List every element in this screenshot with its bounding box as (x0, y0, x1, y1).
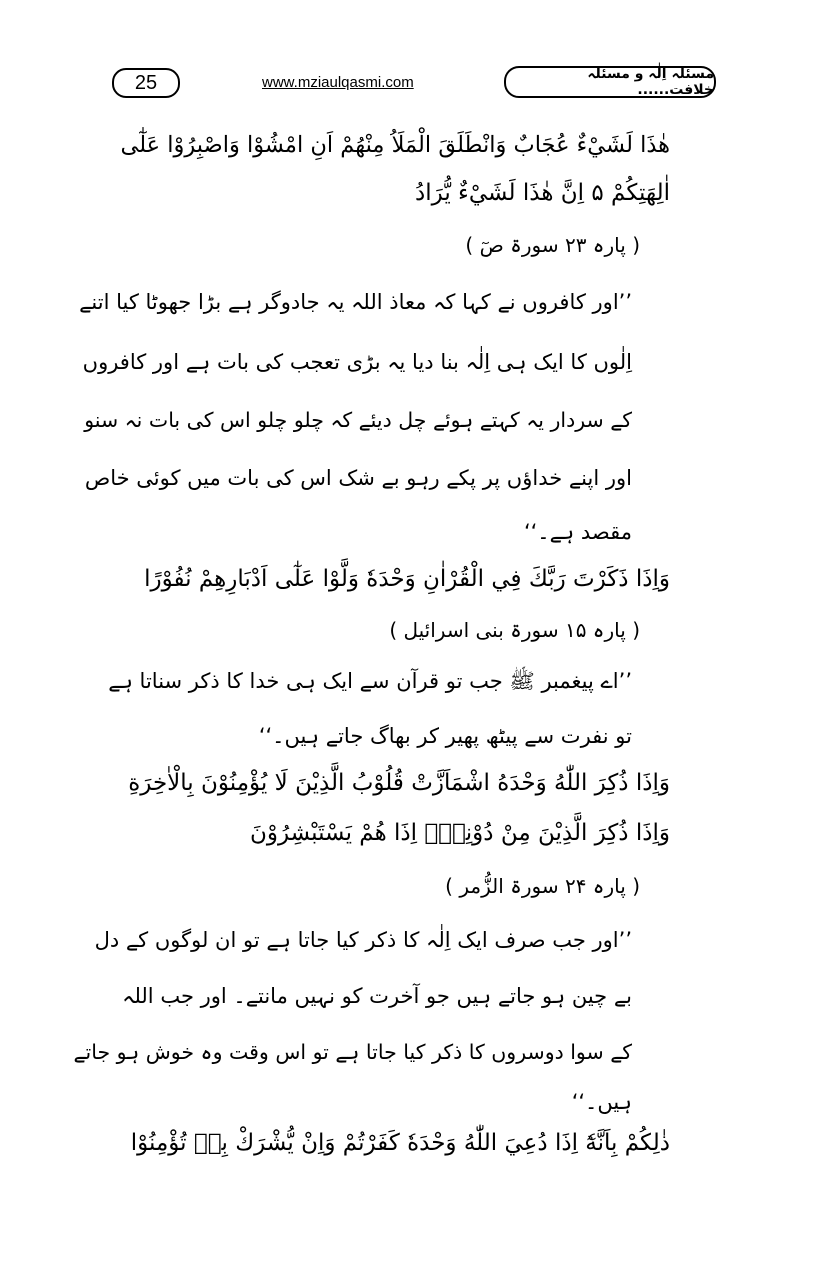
book-title: مسئلہ اِلٰہ و مسئلہ خلافت...... (504, 66, 716, 98)
page-body (73, 118, 670, 1258)
urdu-translation-line: اور اپنے خداؤں پر پکے رہو بے شک اس کی بات میں کوئی خاص (84, 466, 632, 490)
verse-reference: ( پارہ ۱۵ سورۃ بنی اسرائیل ) (389, 618, 640, 642)
arabic-verse-line: هٰذَا لَشَيْءٌ عُجَابٌ وَانْطَلَقَ الْمَلَاُ مِنْهُمْ اَنِ امْشُوْا وَاصْبِرُوْا عَلٰٓى (120, 132, 670, 158)
urdu-translation-line: تو نفرت سے پیٹھ پھیر کر بھاگ جاتے ہیں۔‘‘ (258, 724, 632, 748)
urdu-translation-line: ’’اور جب صرف ایک اِلٰہ کا ذکر کیا جاتا ہے تو ان لوگوں کے دل (94, 928, 632, 952)
urdu-translation-line: کے سوا دوسروں کا ذکر کیا جاتا ہے تو اس وقت وہ خوش ہو جاتے (73, 1040, 632, 1064)
arabic-verse-line: وَاِذَا ذُكِرَ اللّٰهُ وَحْدَهُ اشْمَاَزَّتْ قُلُوْبُ الَّذِيْنَ لَا يُؤْمِنُوْنَ بِالْاٰخِرَةِ (128, 770, 670, 796)
website-link[interactable]: www.mziaulqasmi.com (262, 74, 414, 91)
verse-reference: ( پارہ ۲۴ سورۃ الزُّمر ) (445, 874, 640, 898)
urdu-translation-line: ’’اور کافروں نے کہا کہ معاذ اللہ یہ جادوگر ہے بڑا جھوٹا کیا اتنے (79, 290, 632, 314)
urdu-translation-line: بے چین ہو جاتے ہیں جو آخرت کو نہیں مانتے۔ اور جب اللہ (122, 984, 632, 1008)
urdu-translation-line: کے سردار یہ کہتے ہوئے چل دیئے کہ چلو چلو اس کی بات نہ سنو (84, 408, 632, 432)
arabic-verse-line: وَاِذَا ذُكِرَ الَّذِيْنَ مِنْ دُوْنِهٖٓ اِذَا هُمْ يَسْتَبْشِرُوْنَ (249, 820, 670, 846)
page-number: 25 (112, 68, 180, 98)
page-header (0, 0, 825, 100)
urdu-translation-line: مقصد ہے۔‘‘ (523, 520, 632, 544)
urdu-translation-line: ’’اے پیغمبر ﷺ جب تو قرآن سے ایک ہی خدا کا ذکر سناتا ہے (108, 669, 632, 693)
verse-reference: ( پارہ ۲۳ سورۃ صٓ ) (465, 233, 640, 257)
urdu-translation-line: اِلٰوں کا ایک ہی اِلٰہ بنا دیا یہ بڑی تعجب کی بات ہے اور کافروں (82, 350, 632, 374)
arabic-verse-line: اٰلِهَتِكُمْ ۵ اِنَّ هٰذَا لَشَيْءٌ يُّرَادُ (415, 180, 670, 206)
arabic-verse-line: ذٰلِكُمْ بِاَنَّهٗٓ اِذَا دُعِيَ اللّٰهُ وَحْدَهٗ كَفَرْتُمْ وَاِنْ يُّشْرَكْ بِهٖ تُؤْمِنُوْا (130, 1130, 670, 1156)
urdu-translation-line: ہیں۔‘‘ (571, 1090, 632, 1114)
arabic-verse-line: وَاِذَا ذَكَرْتَ رَبَّكَ فِي الْقُرْاٰنِ وَحْدَهٗ وَلَّوْا عَلٰٓى اَدْبَارِهِمْ نُفُوْرًا (144, 566, 670, 592)
